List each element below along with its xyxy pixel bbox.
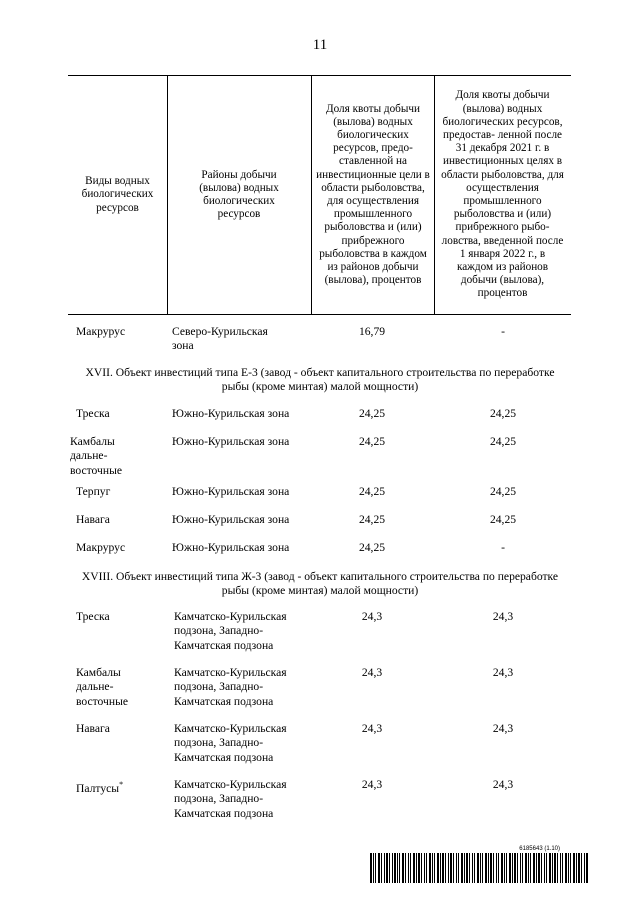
share: 16,79 [358, 325, 386, 338]
area: Камчатско-Курильская подзона, Западно- Камчатская подзона [174, 722, 287, 764]
species: Макрурус [76, 325, 126, 338]
header-share: Доля квоты добычи (вылова) водных биологических ресурсов, предо- ставленной на инвестиционные цели в области рыболовства, для осуществления промышленного рыболовства и (или) прибрежного рыболовства в каждом из районов добычи (вылова), процентов [316, 102, 430, 287]
header-area: Районы добычи (вылова) водных биологических ресурсов [199, 168, 279, 221]
share: 24,3 [361, 722, 383, 735]
share-2022: 24,3 [492, 778, 514, 791]
species: Треска [76, 610, 110, 623]
species: Камбалы дальне- восточные [70, 435, 123, 477]
page-number: 11 [312, 37, 328, 53]
share-2022: 24,25 [489, 435, 517, 448]
share: 24,3 [361, 610, 383, 623]
area: Камчатско-Курильская подзона, Западно- Камчатская подзона [174, 666, 287, 708]
header-species: Виды водных биологических ресурсов [81, 175, 154, 214]
share: 24,25 [358, 485, 386, 498]
area: Южно-Курильская зона [172, 485, 290, 498]
share: 24,25 [358, 435, 386, 448]
share-2022: 24,25 [489, 407, 517, 420]
share-2022: 24,25 [489, 485, 517, 498]
species: Навага [76, 513, 110, 526]
species: Камбалы дальне- восточные [76, 666, 129, 708]
area: Камчатско-Курильская подзона, Западно- Камчатская подзона [174, 778, 287, 820]
header-share-2022: Доля квоты добычи (вылова) водных биологических ресурсов, предостав- ленной после 31 декабря 2021 г. в инвестиционных целях в области рыболовства, для осуществления промышленного рыболовства и (или) прибрежного рыбо- ловства, введенной после 1 января 2022 г., в каждом из районов добычи (вылова), процентов [441, 89, 564, 300]
species: Макрурус [76, 541, 126, 554]
species: Палтусы* [76, 780, 124, 795]
share: 24,25 [358, 513, 386, 526]
area: Южно-Курильская зона [172, 541, 290, 554]
share-2022: 24,3 [492, 666, 514, 679]
area: Камчатско-Курильская подзона, Западно- Камчатская подзона [174, 610, 287, 652]
section-title-18: XVIII. Объект инвестиций типа Ж-3 (завод - объект капитального строительства по переработке рыбы (кроме минтая) малой мощности) [81, 570, 559, 598]
share-2022: - [501, 541, 505, 554]
barcode-icon [370, 853, 588, 883]
area: Южно-Курильская зона [172, 407, 290, 420]
share: 24,25 [358, 407, 386, 420]
share: 24,3 [361, 778, 383, 791]
share-2022: - [501, 325, 505, 338]
document-code: 6185643 (1.10) [519, 846, 560, 852]
species: Навага [76, 722, 110, 735]
species: Терпуг [76, 485, 111, 498]
header-bottom-border [68, 314, 571, 315]
header-divider-2 [311, 75, 312, 315]
area: Южно-Курильская зона [172, 435, 290, 448]
share-2022: 24,25 [489, 513, 517, 526]
share-2022: 24,3 [492, 722, 514, 735]
species: Треска [76, 407, 110, 420]
share: 24,25 [358, 541, 386, 554]
footnote-mark: * [119, 780, 124, 789]
share-2022: 24,3 [492, 610, 514, 623]
share: 24,3 [361, 666, 383, 679]
area: Южно-Курильская зона [172, 513, 290, 526]
header-divider-1 [167, 75, 168, 315]
section-title-17: XVII. Объект инвестиций типа Е-3 (завод - объект капитального строительства по переработке рыбы (кроме минтая) малой мощности) [85, 366, 555, 394]
header-divider-3 [434, 75, 435, 315]
area: Северо-Курильская зона [172, 325, 268, 353]
